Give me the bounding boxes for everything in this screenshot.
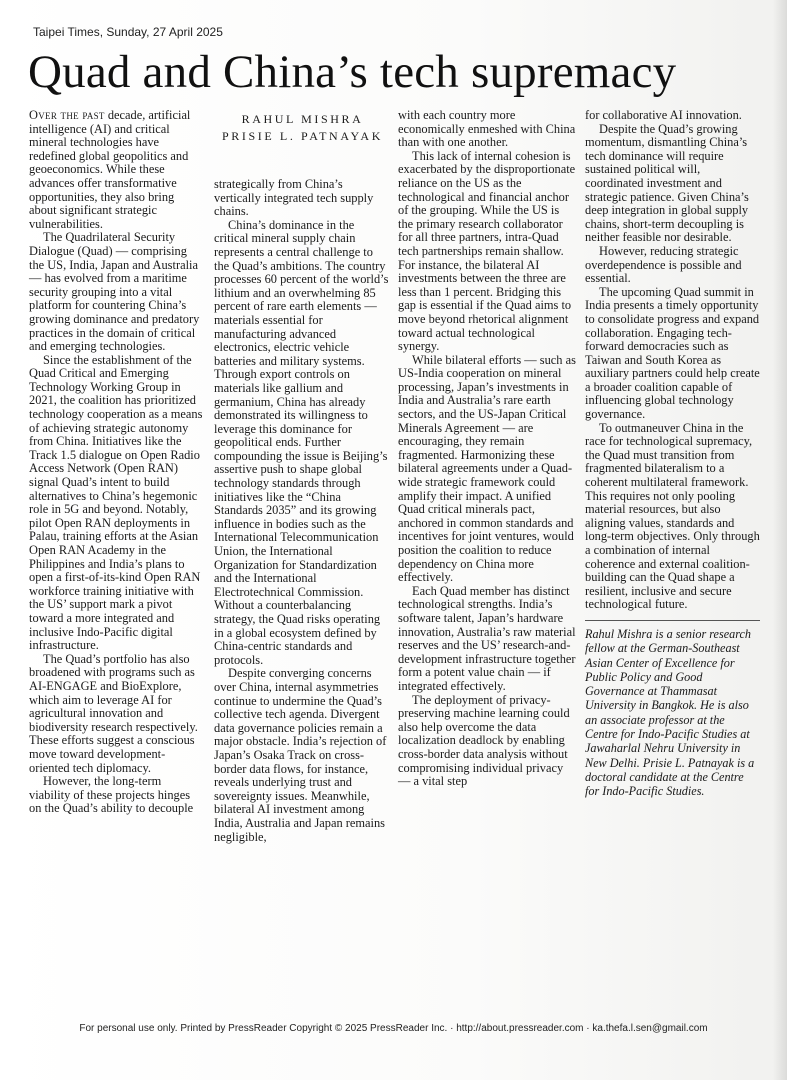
paragraph: The deployment of privacy-preserving machine learning could also help overcome the data localization deadlock by enabling cross-border data analysis without compromising individual privacy — a vital step bbox=[398, 692, 570, 789]
lead-paragraph bbox=[29, 109, 204, 231]
paragraph: To outmaneuver China in the race for technological supremacy, the Quad must transition from fragmented bilateralism to a coherent multilateral framework. This requires not only pooling material resources, but also aligning values, standards and long-term objectives. Only through a combination of internal coherence and external coalition-building can the Quad shape a resilient, inclusive and secure technological future. bbox=[585, 420, 760, 612]
paragraph: for collaborative AI innovation. bbox=[585, 108, 742, 122]
paragraph: While bilateral efforts — such as US-India cooperation on mineral processing, Japan’s investments in India and Australia’s rare earth sectors, and the US-Japan Critical Minerals Agreement — are encouraging, they remain fragmented. Harmonizing these bilateral agreements under a Quad-wide strategic framework could amplify their impact. A unified Quad critical minerals pact, anchored in common standards and incentives for joint ventures, would position the coalition to reduce dependency on China more effectively. bbox=[398, 352, 576, 585]
author-name: RAHUL MISHRA bbox=[241, 112, 364, 126]
article-column-4 bbox=[585, 109, 760, 799]
paragraph: The upcoming Quad summit in India presents a timely opportunity to consolidate progress and expand collaboration. Engaging tech-forward democracies such as Taiwan and South Korea as auxiliary partners could help create a broader coalition capable of influencing global technology governance. bbox=[585, 284, 760, 422]
paragraph: The Quadrilateral Security Dialogue (Quad) — comprising the US, India, Japan and Australia — has evolved from a maritime security grouping into a vital platform for countering China’s growing dominance and predatory practices in the domain of critical and emerging technologies. bbox=[29, 230, 200, 354]
article-column-2 bbox=[214, 109, 391, 844]
paragraph: The Quad’s portfolio has also broadened with programs such as AI-ENGAGE and BioExplore, which aim to leverage AI for agricultural innovation and biodiversity research respectively. These efforts suggest a conscious move toward development-oriented tech diplomacy. bbox=[29, 651, 198, 775]
page-edge-shadow bbox=[773, 0, 787, 1080]
byline bbox=[214, 111, 391, 145]
paragraph: Despite converging concerns over China, internal asymmetries continue to undermine the Quad’s collective tech agenda. Divergent data governance policies remain a major obstacle. India’s rejection of Japan’s Osaka Track on cross-border data flows, for instance, reveals underlying trust and sovereignty issues. Meanwhile, bilateral AI investment among India, Australia and Japan remains negligible, bbox=[214, 666, 387, 844]
article-column-1 bbox=[29, 109, 204, 816]
dateline: Taipei Times, Sunday, 27 April 2025 bbox=[33, 25, 223, 39]
paragraph: with each country more economically enmeshed with China than with one another. bbox=[398, 108, 576, 150]
pressreader-footer: For personal use only. Printed by PressReader Copyright © 2025 PressReader Inc. · http://about.pressreader.com · ka.thefa.l.sen@gmail.com bbox=[79, 1023, 708, 1034]
paragraph: Each Quad member has distinct technological strengths. India’s software talent, Japan’s hardware innovation, Australia’s raw material reserves and the US’ research-and-development infrastructure together form a potent value chain — if integrated effectively. bbox=[398, 583, 576, 693]
lead-text: decade, artificial intelligence (AI) and critical mineral technologies have redefined global geopolitics and geoeconomics. While these advances offer transformative opportunities, they also bring about significant strategic vulnerabilities. bbox=[29, 108, 191, 231]
paragraph: However, the long-term viability of these projects hinges on the Quad’s ability to decouple bbox=[29, 774, 194, 816]
paragraph: Despite the Quad’s growing momentum, dismantling China’s tech dominance will require sustained political will, coordinated investment and strategic patience. Given China’s deep integration in global supply chains, short-term decoupling is neither feasible nor desirable. bbox=[585, 121, 749, 245]
lead-in: Over the past bbox=[29, 108, 105, 122]
headline: Quad and China’s tech supremacy bbox=[28, 46, 677, 98]
author-bio: Rahul Mishra is a senior research fellow at the German-Southeast Asian Center of Excellence for Public Policy and Good Governance at Thammasat University in Bangkok. He is also an associate professor at the Centre for Indo-Pacific Studies at Jawaharlal Nehru University in New Delhi. Prisie L. Patnayak is a doctoral candidate at the Centre for Indo-Pacific Studies. bbox=[585, 626, 755, 799]
paragraph: However, reducing strategic overdependence is possible and essential. bbox=[585, 243, 742, 286]
paragraph: Since the establishment of the Quad Critical and Emerging Technology Working Group in 2021, the coalition has prioritized technology cooperation as a means of achieving strategic autonomy from China. Initiatives like the Track 1.5 dialogue on Open Radio Access Network (Open RAN) signal Quad’s intent to build alternatives to China’s hegemonic role in 5G and beyond. Notably, pilot Open RAN deployments in Palau, training efforts at the Asian Open RAN Academy in the Philippines and India’s plans to open a first-of-its-kind Open RAN workforce training initiative with the US’ support mark a pivot toward a more integrated and inclusive Indo-Pacific digital infrastructure. bbox=[29, 352, 203, 653]
article-column-3 bbox=[398, 109, 576, 789]
author-name: PRISIE L. PATNAYAK bbox=[222, 129, 383, 143]
paragraph: strategically from China’s vertically integrated tech supply chains. bbox=[214, 177, 374, 219]
bio-divider bbox=[585, 620, 760, 621]
paragraph: China’s dominance in the critical mineral supply chain represents a central challenge to the Quad’s ambitions. The country processes 60 percent of the world’s lithium and an overwhelming 85 percent of rare earth elements — materials essential for manufacturing advanced electronics, electric vehicle batteries and military systems. Through export controls on materials like gallium and germanium, China has already demonstrated its willingness to leverage this dominance for geopolitical ends. Further compounding the issue is Beijing’s assertive push to shape global technology standards through initiatives like the “China Standards 2035” and its growing influence in bodies such as the International Telecommunication Union, the International Organization for Standardization and the International Electrotechnical Commission. Without a counterbalancing strategy, the Quad risks operating in a global ecosystem defined by China-centric standards and protocols. bbox=[214, 217, 389, 667]
paragraph: This lack of internal cohesion is exacerbated by the disproportionate reliance on the US as the technological and financial anchor of the grouping. While the US is the primary research collaborator for all three partners, intra-Quad tech partnerships remain shallow. For instance, the bilateral AI investments between the three are less than 1 percent. Bridging this gap is essential if the Quad aims to move beyond rhetorical alignment toward actual technological synergy. bbox=[398, 148, 576, 354]
